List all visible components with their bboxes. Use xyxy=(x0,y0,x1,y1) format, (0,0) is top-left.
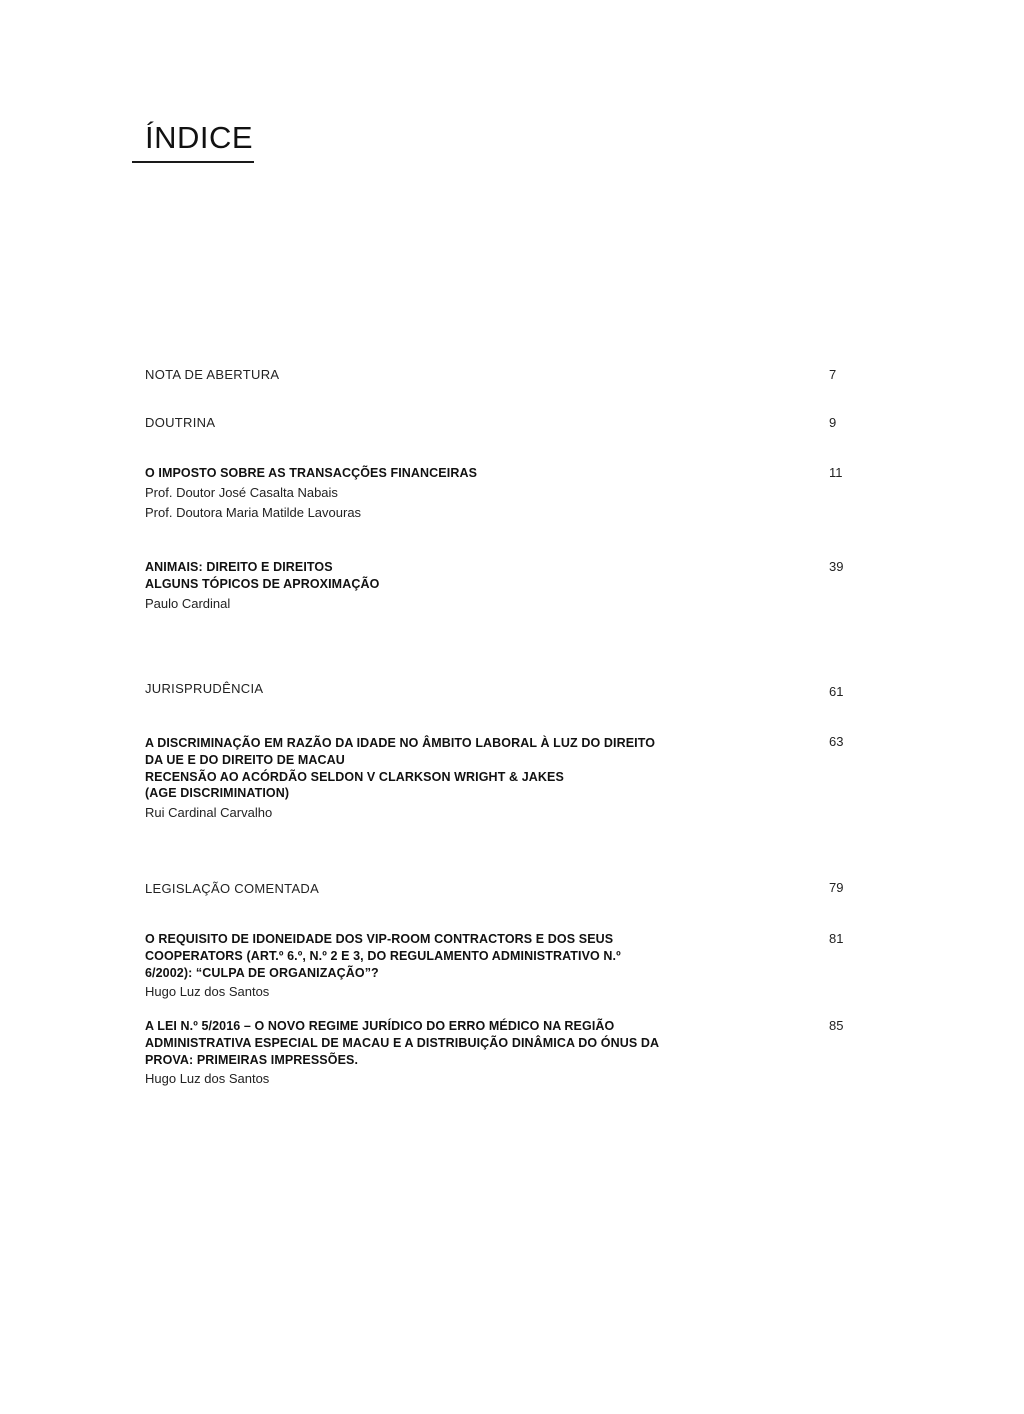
entry-title: (AGE DISCRIMINATION) xyxy=(145,786,290,801)
entry-title: ADMINISTRATIVA ESPECIAL DE MACAU E A DISTRIBUIÇÃO DINÂMICA DO ÓNUS DA xyxy=(145,1035,660,1050)
entry-title: COOPERATORS (ART.º 6.º, N.º 2 E 3, DO REGULAMENTO ADMINISTRATIVO N.º xyxy=(145,948,621,963)
title-underline xyxy=(132,161,254,163)
entry-title: ALGUNS TÓPICOS DE APROXIMAÇÃO xyxy=(145,576,380,591)
section-page-number-jurisprudencia: 61 xyxy=(829,684,844,699)
entry-title: A DISCRIMINAÇÃO EM RAZÃO DA IDADE NO ÂMBITO LABORAL À LUZ DO DIREITO xyxy=(145,736,656,750)
entry-page-number-lei: 85 xyxy=(829,1018,844,1033)
toc-entry-lei xyxy=(145,1018,745,1089)
entry-title: A LEI N.º 5/2016 – O NOVO REGIME JURÍDICO DO ERRO MÉDICO NA REGIÃO xyxy=(145,1019,615,1033)
entry-author: Prof. Doutora Maria Matilde Lavouras xyxy=(145,504,362,520)
toc-entry-requisito xyxy=(145,931,745,1002)
entry-author: Prof. Doutor José Casalta Nabais xyxy=(145,484,338,500)
entry-page-number-animais: 39 xyxy=(829,559,844,574)
section-label-nota-de-abertura: NOTA DE ABERTURA xyxy=(145,367,280,382)
entry-page-number-requisito: 81 xyxy=(829,931,844,946)
entry-title: RECENSÃO AO ACÓRDÃO SELDON V CLARKSON WRIGHT & JAKES xyxy=(145,769,564,784)
entry-author: Hugo Luz dos Santos xyxy=(145,984,270,1000)
entry-page-number-imposto: 11 xyxy=(829,465,843,480)
entry-author: Hugo Luz dos Santos xyxy=(145,1071,270,1087)
entry-author: Rui Cardinal Carvalho xyxy=(145,805,273,821)
section-page-number-legislacao: 79 xyxy=(829,880,844,895)
entry-title: ANIMAIS: DIREITO E DIREITOS xyxy=(145,560,333,574)
page-title: ÍNDICE xyxy=(145,120,254,155)
entry-author: Paulo Cardinal xyxy=(145,595,231,611)
section-label-jurisprudencia: JURISPRUDÊNCIA xyxy=(145,681,264,696)
toc-entry-discriminacao xyxy=(145,735,745,823)
entry-title: O IMPOSTO SOBRE AS TRANSACÇÕES FINANCEIRAS xyxy=(145,466,478,480)
entry-title: PROVA: PRIMEIRAS IMPRESSÕES. xyxy=(145,1052,359,1067)
section-page-number-nota: 7 xyxy=(829,367,837,382)
entry-page-number-discriminacao: 63 xyxy=(829,734,844,749)
entry-title: 6/2002): “CULPA DE ORGANIZAÇÃO”? xyxy=(145,965,379,980)
section-label-doutrina: DOUTRINA xyxy=(145,415,216,430)
toc-entry-animais xyxy=(145,559,745,614)
entry-title: O REQUISITO DE IDONEIDADE DOS VIP-ROOM CONTRACTORS E DOS SEUS xyxy=(145,932,614,946)
toc-entry-imposto xyxy=(145,465,745,523)
section-label-legislacao-comentada: LEGISLAÇÃO COMENTADA xyxy=(145,881,320,896)
section-page-number-doutrina: 9 xyxy=(829,415,837,430)
entry-title: DA UE E DO DIREITO DE MACAU xyxy=(145,752,345,767)
